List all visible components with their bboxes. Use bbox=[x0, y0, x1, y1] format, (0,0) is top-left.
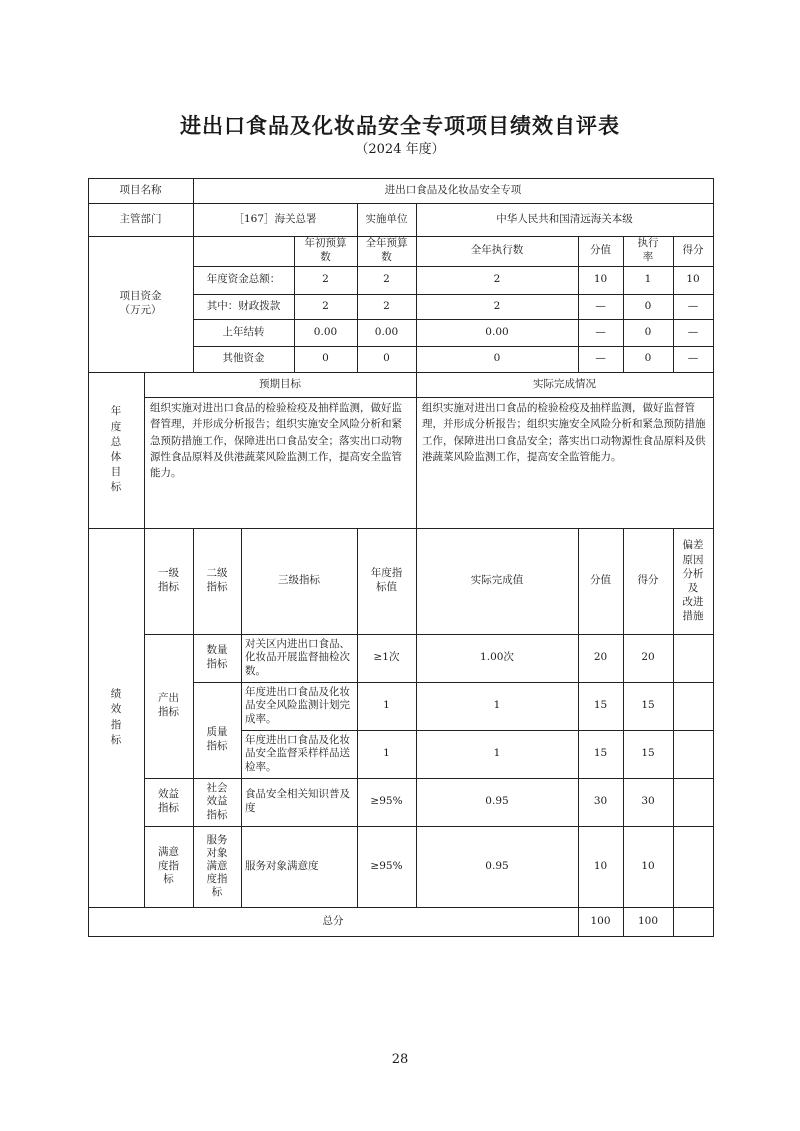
dept-label: 主管部门 bbox=[119, 212, 162, 225]
indicator-score-value: 30 bbox=[593, 795, 608, 808]
goals-actual-text: 组织实施对进出口食品的检验检疫及抽样监测，做好监督管理，并形成分析报告；组织实施安全风险分析和紧急预防措施工作，保障进出口食品安全；落实出口动物源性食品原料及供港蔬菜风险监测工作，提高安全监管能力。 bbox=[422, 402, 706, 463]
indicator-target: 1 bbox=[383, 747, 390, 760]
funds-row-annual: 2 bbox=[383, 299, 390, 312]
group-benefit: 效益 指标 bbox=[158, 788, 179, 814]
funds-header-initial: 年初预算数 bbox=[304, 237, 347, 263]
indicator-score: 10 bbox=[641, 859, 655, 872]
funds-header-annual: 全年预算数 bbox=[365, 237, 408, 263]
funds-header-rate: 执行率 bbox=[637, 237, 659, 263]
funds-row-score: — bbox=[687, 352, 699, 365]
indicator-text: 服务对象满意度 bbox=[245, 859, 319, 872]
header-score-value: 分值 bbox=[590, 574, 611, 587]
group-quantity: 数量 指标 bbox=[206, 644, 228, 670]
table-border bbox=[713, 178, 714, 937]
indicator-score: 20 bbox=[641, 651, 655, 664]
indicator-actual: 0.95 bbox=[485, 859, 509, 872]
goals-expected-header: 预期目标 bbox=[259, 377, 301, 390]
indicator-deviation bbox=[673, 826, 713, 907]
funds-label: 项目资金 （万元） bbox=[119, 290, 162, 316]
group-satisfaction: 满意 度指 标 bbox=[158, 846, 179, 886]
funds-header-executed: 全年执行数 bbox=[470, 244, 524, 257]
indicator-deviation bbox=[673, 634, 713, 682]
indicator-score: 15 bbox=[641, 747, 655, 760]
table-border bbox=[88, 936, 714, 937]
funds-row-score-value: 10 bbox=[593, 273, 608, 286]
funds-row-label: 其他资金 bbox=[222, 352, 265, 365]
indicator-target: ≥95% bbox=[370, 859, 403, 872]
funds-row-annual: 0 bbox=[383, 352, 390, 365]
indicator-actual: 1.00次 bbox=[480, 651, 514, 664]
group-service: 服务 对象 满意 度指 标 bbox=[206, 833, 228, 899]
group-quality: 质量 指标 bbox=[206, 725, 228, 752]
funds-row-rate: 0 bbox=[644, 325, 652, 338]
indicator-text: 年度进出口食品及化妆品安全监督采样样品送检率。 bbox=[245, 733, 350, 773]
funds-row-initial: 0.00 bbox=[313, 325, 338, 338]
funds-row-executed: 0 bbox=[493, 352, 501, 365]
funds-row-rate: 0 bbox=[644, 352, 652, 365]
indicator-text: 年度进出口食品及化妆品安全风险监测计划完成率。 bbox=[245, 685, 350, 725]
goals-actual-header: 实际完成情况 bbox=[533, 377, 596, 390]
funds-row-score: — bbox=[687, 325, 699, 338]
indicator-deviation bbox=[673, 778, 713, 826]
indicator-deviation bbox=[673, 730, 713, 778]
funds-row-score-value: — bbox=[595, 352, 606, 365]
funds-row-executed: 0.00 bbox=[485, 325, 509, 338]
funds-row-executed: 2 bbox=[493, 273, 501, 286]
header-actual: 实际完成值 bbox=[470, 574, 524, 587]
indicator-text: 食品安全相关知识普及度 bbox=[245, 788, 350, 814]
funds-row-initial: 0 bbox=[322, 352, 329, 365]
total-value: 100 bbox=[590, 914, 611, 927]
indicator-actual: 0.95 bbox=[485, 795, 509, 808]
unit-value: 中华人民共和国清远海关本级 bbox=[496, 212, 633, 225]
funds-row-score: — bbox=[687, 299, 699, 312]
performance-label: 绩 效 指 标 bbox=[110, 688, 122, 746]
indicator-score: 30 bbox=[641, 795, 655, 808]
header-level1: 一级 指标 bbox=[158, 567, 179, 593]
header-score: 得分 bbox=[637, 574, 659, 587]
funds-header-score-value: 分值 bbox=[590, 244, 611, 257]
indicator-actual: 1 bbox=[493, 747, 501, 760]
funds-row-score: 10 bbox=[686, 273, 700, 286]
page-number: 28 bbox=[391, 1052, 409, 1067]
indicator-deviation bbox=[673, 682, 713, 730]
header-target: 年度指 标值 bbox=[370, 567, 403, 593]
header-level3: 三级指标 bbox=[278, 574, 320, 587]
indicator-target: ≥1次 bbox=[373, 651, 400, 664]
funds-row-initial: 2 bbox=[322, 273, 329, 286]
funds-row-score-value: — bbox=[595, 299, 606, 312]
funds-row-rate: 1 bbox=[644, 273, 652, 286]
funds-row-annual: 2 bbox=[383, 273, 390, 286]
funds-row-executed: 2 bbox=[493, 299, 501, 312]
goals-label: 年 度 总 体 目 标 bbox=[110, 405, 122, 494]
funds-row-label: 年度资金总额： bbox=[206, 273, 281, 286]
group-output: 产出 指标 bbox=[158, 692, 179, 718]
unit-label: 实施单位 bbox=[365, 212, 408, 225]
indicator-target: ≥95% bbox=[370, 795, 403, 808]
funds-row-rate: 0 bbox=[644, 299, 652, 312]
project-name-label: 项目名称 bbox=[119, 183, 162, 196]
funds-row-label: 上年结转 bbox=[222, 325, 265, 338]
funds-row-label: 其中：财政拨款 bbox=[206, 299, 281, 312]
dept-value: ［167］海关总署 bbox=[233, 212, 317, 225]
funds-row-score-value: — bbox=[595, 325, 606, 338]
total-score: 100 bbox=[637, 914, 659, 927]
project-name-value: 进出口食品及化妆品安全专项 bbox=[384, 183, 522, 196]
indicator-actual: 1 bbox=[493, 699, 501, 712]
indicator-target: 1 bbox=[383, 699, 390, 712]
header-level2: 二级 指标 bbox=[206, 567, 228, 593]
indicator-score-value: 15 bbox=[593, 699, 608, 712]
total-label: 总分 bbox=[322, 914, 344, 927]
funds-header-score: 得分 bbox=[682, 244, 704, 257]
goals-expected-text: 组织实施对进出口食品的检验检疫及抽样监测，做好监督管理，并形成分析报告；组织实施安全风险分析和紧急预防措施工作，保障进出口食品安全；落实出口动物源性食品原料及供港蔬菜风险监测工作，提高安全监管能力。 bbox=[150, 402, 402, 480]
page-title: 进出口食品及化妆品安全专项项目绩效自评表 bbox=[180, 114, 620, 138]
group-social: 社会 效益 指标 bbox=[206, 781, 228, 821]
indicator-text: 对关区内进出口食品、化妆品开展监督抽检次数。 bbox=[245, 637, 350, 677]
header-deviation: 偏差 原因 分析 及 改进 措施 bbox=[682, 539, 704, 623]
funds-row-annual: 0.00 bbox=[374, 325, 399, 338]
indicator-score-value: 20 bbox=[593, 651, 608, 664]
indicator-score-value: 10 bbox=[593, 859, 608, 872]
indicator-score-value: 15 bbox=[593, 747, 608, 760]
indicator-score: 15 bbox=[641, 699, 655, 712]
page-subtitle: （2024 年度） bbox=[355, 142, 445, 157]
funds-row-initial: 2 bbox=[322, 299, 329, 312]
